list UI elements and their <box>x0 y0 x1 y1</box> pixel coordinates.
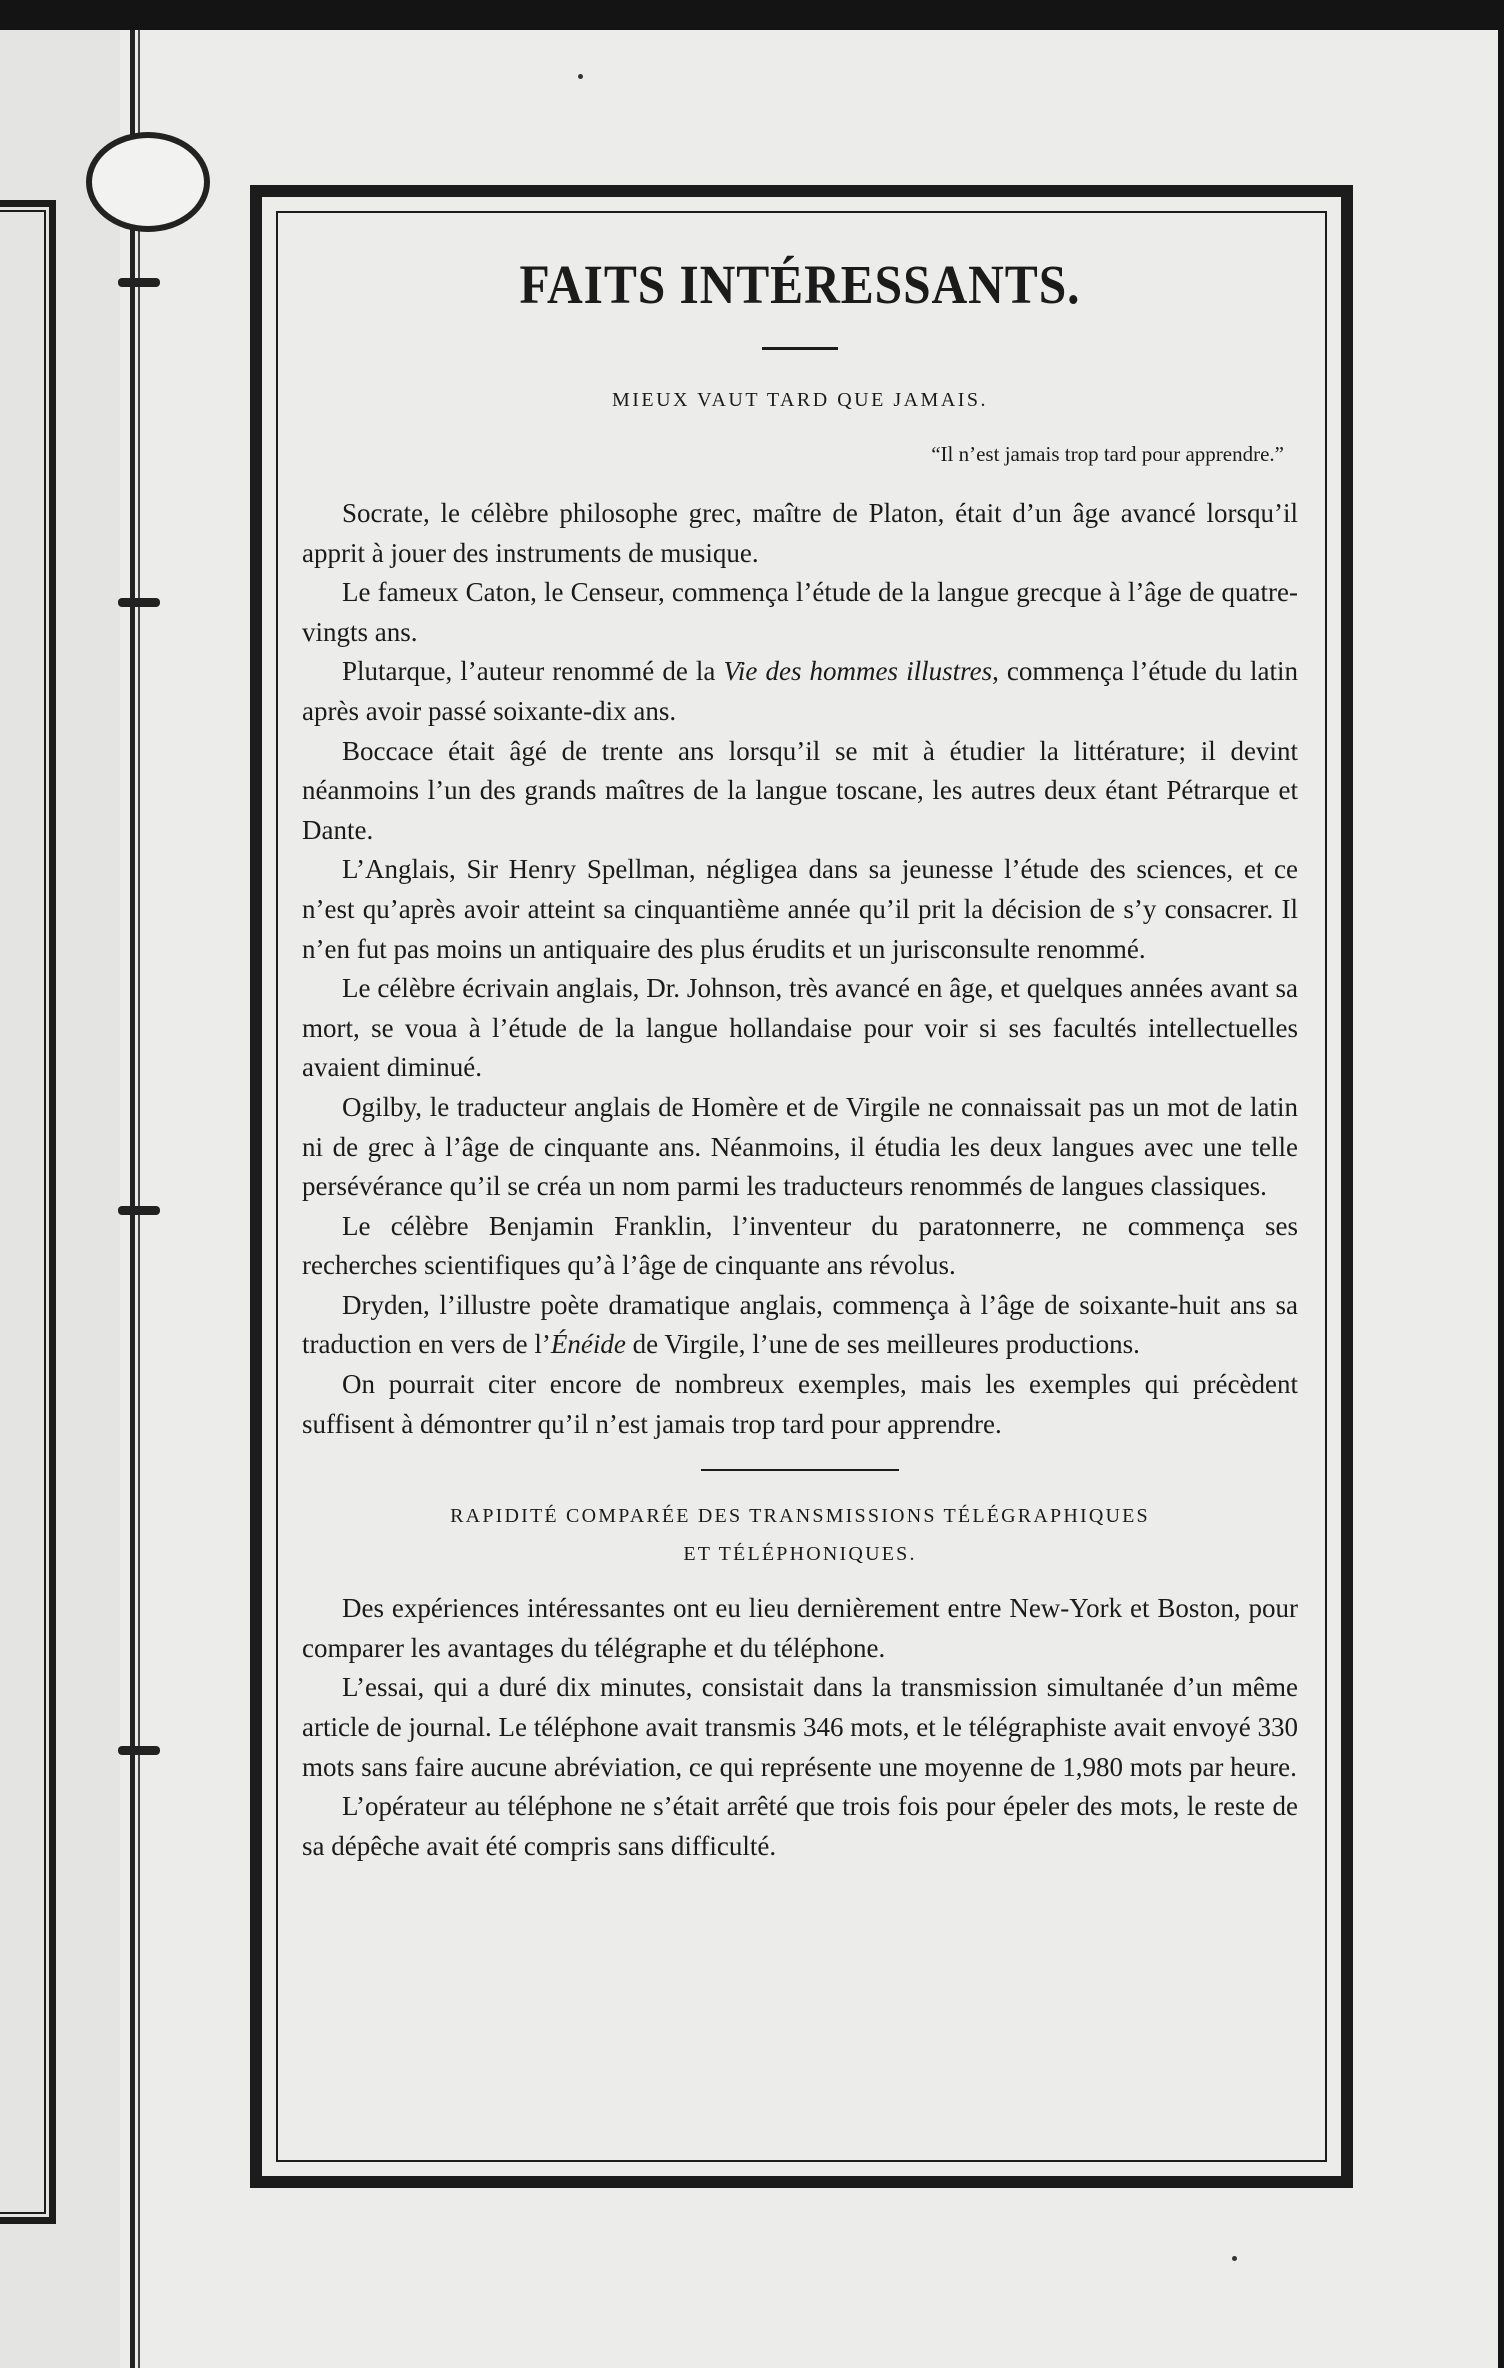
paragraph: Le célèbre Benjamin Franklin, l’inventeur du paratonnerre, ne commença ses recherches scientifiques qu’à l’âge de cinquante ans révolus. <box>302 1210 1298 1281</box>
paragraph: L’Anglais, Sir Henry Spellman, négligea dans sa jeunesse l’étude des sciences, et ce n’est qu’après avoir atteint sa cinquantième année qu’il prit la décision de s’y consacrer. Il n’en fut pas moins un antiquaire des plus érudits et un jurisconsulte renommé. <box>302 854 1298 964</box>
paragraph-text: Plutarque, l’auteur renommé de la <box>342 656 724 687</box>
paragraph-text: de Virgile, l’une de ses meilleures productions. <box>625 1329 1140 1360</box>
paragraph: Des expériences intéressantes ont eu lieu dernièrement entre New-York et Boston, pour comparer les avantages du télégraphe et du téléphone. <box>302 1593 1298 1663</box>
binding-ring <box>86 132 210 232</box>
paragraph-text: , commença l’étude du latin après avoir passé soixante-dix ans. <box>302 656 1298 726</box>
paragraph: Ogilby, le traducteur anglais de Homère et de Virgile ne connaissait pas un mot de latin ni de grec à l’âge de cinquante ans. Néanmoins, il étudia les deux langues avec une telle persévérance qu’il se créa un nom parmi les traducteurs renommés de langues classiques. <box>302 1091 1298 1202</box>
specks <box>578 74 583 79</box>
paragraph: Socrate, le célèbre philosophe grec, maître de Platon, était d’un âge avancé lorsqu’il apprit à jouer des instruments de musique. <box>302 498 1298 568</box>
binding-thread-secondary <box>138 30 140 2368</box>
paragraph: Le fameux Caton, le Censeur, commença l’étude de la langue grecque à l’âge de quatre-vingts ans. <box>302 577 1298 647</box>
article-content <box>302 255 1298 1866</box>
paragraph: L’opérateur au téléphone ne s’était arrêté que trois fois pour épeler des mots, le reste de sa dépêche avait été compris sans difficulté. <box>302 1791 1298 1861</box>
paragraph <box>302 1286 1298 1365</box>
binding-thread <box>130 30 135 2368</box>
section-heading: MIEUX VAUT TARD QUE JAMAIS. <box>611 389 989 411</box>
paragraph: Boccace était âgé de trente ans lorsqu’il se mit à étudier la littérature; il devint néanmoins l’un des grands maîtres de la langue toscane, les autres deux étant Pétrarque et Dante. <box>302 735 1298 845</box>
section-heading-line: ET TÉLÉPHONIQUES. <box>683 1543 917 1566</box>
paragraph: Le célèbre écrivain anglais, Dr. Johnson, très avancé en âge, et quelques années avant sa mort, se voua à l’étude de la langue hollandaise pour voir si ses facultés intellectuelles avaient diminué. <box>302 973 1298 1083</box>
section-body <box>302 494 1298 1444</box>
facing-page-border <box>0 200 56 2224</box>
specks <box>1232 2256 1237 2261</box>
paragraph: On pourrait citer encore de nombreux exemples, mais les exemples qui précèdent suffisent à démontrer qu’il n’est jamais trop tard pour apprendre. <box>302 1369 1298 1439</box>
section-divider <box>701 1469 899 1471</box>
book-title: Vie des hommes illustres <box>723 656 993 687</box>
binding-knot <box>118 598 160 607</box>
section-heading <box>302 1497 1298 1573</box>
book-title: Énéide <box>550 1329 626 1360</box>
title-divider <box>762 347 838 350</box>
facing-page-edge <box>0 30 120 2368</box>
page-title: FAITS INTÉRESSANTS. <box>519 254 1081 315</box>
binding-knot <box>118 1746 160 1755</box>
section-body <box>302 1589 1298 1866</box>
paragraph <box>302 652 1298 731</box>
paragraph: L’essai, qui a duré dix minutes, consistait dans la transmission simultanée d’un même article de journal. Le téléphone avait transmis 346 mots, et le télégraphiste avait envoyé 330 mots sans faire aucune abréviation, ce qui représente une moyenne de 1,980 mots par heure. <box>302 1672 1298 1782</box>
binding-knot <box>118 278 160 287</box>
binding-knot <box>118 1206 160 1215</box>
paragraph-text: Dryden, l’illustre poète dramatique anglais, commença à l’âge de soixante-huit ans sa traduction en vers de l’ <box>302 1289 1298 1360</box>
section-heading-line: RAPIDITÉ COMPARÉE DES TRANSMISSIONS TÉLÉGRAPHIQUES <box>450 1505 1150 1528</box>
epigraph: “Il n’est jamais trop tard pour apprendre.” <box>931 442 1284 466</box>
